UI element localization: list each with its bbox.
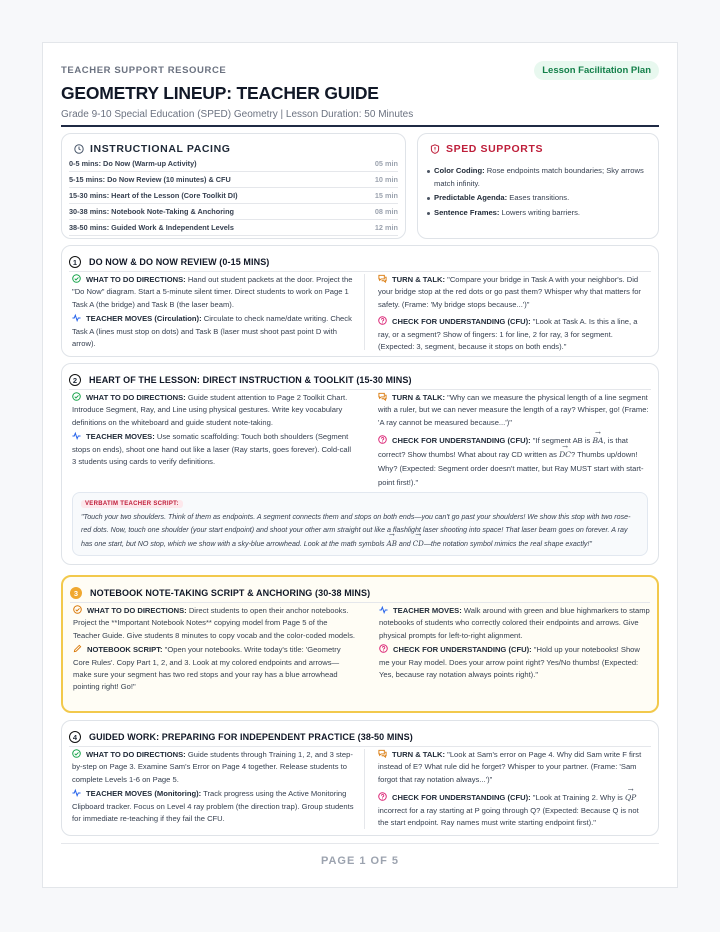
cfu-label: CHECK FOR UNDERSTANDING (CFU): <box>392 317 531 327</box>
moves-block <box>379 605 651 642</box>
turn-talk-label: TURN & TALK: <box>392 750 446 759</box>
notebook-script-block <box>73 644 355 694</box>
plan-badge: Lesson Facilitation Plan <box>534 61 659 80</box>
guide-page <box>42 42 678 888</box>
cfu-label: CHECK FOR UNDERSTANDING (CFU): <box>393 645 532 655</box>
pacing-row <box>69 221 398 236</box>
clock-icon <box>74 144 84 154</box>
script-part: and <box>396 540 413 548</box>
cfu-text: "Look at Task A. Is this a line, a ray, or a segment? Show of fingers: 1 for line, 2 for ray, 3 for segment. (Expected: 3, segment, because it stops on both ends)." <box>378 317 638 352</box>
supports-list <box>434 165 646 221</box>
cfu-block <box>379 644 651 681</box>
cfu-block <box>378 792 650 829</box>
section-title: HEART OF THE LESSON: DIRECT INSTRUCTION & TOOLKIT (15-30 MINS) <box>89 375 412 385</box>
moves-text: Walk around with green and blue highmarkers to stamp notebooks of students who correctly colored their endpoints and arrows. Give physical prompts for left-to-right alignment. <box>379 606 650 640</box>
section-number: 2 <box>69 374 81 386</box>
page-subtitle: Grade 9-10 Special Education (SPED) Geometry | Lesson Duration: 50 Minutes <box>61 109 414 120</box>
page-title: GEOMETRY LINEUP: TEACHER GUIDE <box>61 83 379 103</box>
right-column <box>378 274 650 355</box>
cfu-text: "Look at Training 2. Why is <box>530 793 625 803</box>
section-header <box>69 728 651 747</box>
ray-notation: → AB <box>387 537 397 550</box>
moves-label: TEACHER MOVES (Monitoring): <box>86 789 202 799</box>
footer-rule <box>61 843 659 844</box>
left-column <box>72 392 354 470</box>
verbatim-script-box <box>72 492 648 556</box>
pacing-heading-text: INSTRUCTIONAL PACING <box>90 143 231 155</box>
column-divider <box>364 749 365 829</box>
script-part: —the notation symbol mimics the real shape exactly!" <box>423 540 592 548</box>
moves-label: TEACHER MOVES: <box>393 606 462 615</box>
directions-block <box>72 274 354 311</box>
check-circle-icon <box>72 392 81 401</box>
section-number: 3 <box>70 587 82 599</box>
directions-label: WHAT TO DO DIRECTIONS: <box>86 393 186 402</box>
left-column <box>72 749 354 827</box>
pulse-icon <box>379 605 388 614</box>
question-circle-icon <box>378 316 387 325</box>
moves-block <box>72 431 354 468</box>
directions-text: Guide students through Training 1, 2, and 3 step-by-step on Page 3. Examine Sam's Error on Page 4 together. Release students to complete Levels 1-6 on Page 5. <box>72 750 353 784</box>
shield-icon <box>430 144 440 154</box>
ray-notation: → CD <box>413 537 424 550</box>
turn-talk-text: "Look at Sam's error on Page 4. Why did Sam write F first instead of E? What rule did he forget? Whisper to your partner. (Frame: 'Sam forgot that ray notation always...')" <box>378 750 642 784</box>
moves-text: Use somatic scaffolding: Touch both shoulders (Segment stops on ends), shoot one hand out like a laser (Ray starts, goes forever). Cold-call 3 students using cards to verify definitions. <box>72 432 351 467</box>
pacing-row <box>69 205 398 220</box>
support-text: Lowers writing barriers. <box>499 207 581 217</box>
resource-tag: TEACHER SUPPORT RESOURCE <box>61 65 227 76</box>
section-title: NOTEBOOK NOTE-TAKING SCRIPT & ANCHORING (30-38 MINS) <box>90 588 371 598</box>
ray-notation: → QP <box>625 792 636 804</box>
pacing-row-label: 5-15 mins: Do Now Review (10 minutes) & CFU <box>69 175 231 184</box>
question-circle-icon <box>378 792 387 801</box>
check-circle-icon <box>72 274 81 283</box>
pacing-row-duration: 08 min <box>374 207 398 216</box>
turn-talk-text: "Why can we measure the physical length of a line segment with a ruler, but we can never measure the length of a ray? Whisper, go! (Frame: 'A ray cannot be measured because...')" <box>378 393 649 427</box>
section-do-now <box>61 245 659 357</box>
support-label: Predictable Agenda: <box>434 193 508 202</box>
check-circle-icon <box>73 605 82 614</box>
chat-icon <box>378 274 387 283</box>
pacing-row-duration: 05 min <box>374 159 398 168</box>
directions-label: WHAT TO DO DIRECTIONS: <box>87 606 187 615</box>
question-circle-icon <box>378 435 387 444</box>
section-title: DO NOW & DO NOW REVIEW (0-15 MINS) <box>89 257 270 267</box>
check-circle-icon <box>72 749 81 758</box>
section-header <box>69 371 651 390</box>
directions-text: Hand out student packets at the door. Project the "Do Now" diagram. Start a 5-minute silent timer. Direct students to work on Page 1 Task A (the bridge) and Task B (the laser beam). <box>72 275 353 309</box>
cfu-block <box>378 316 650 353</box>
pacing-panel <box>61 133 406 239</box>
pacing-row-label: 15-30 mins: Heart of the Lesson (Core Toolkit DI) <box>69 191 238 200</box>
section-header <box>70 584 650 603</box>
turn-talk-block <box>378 749 650 786</box>
list-item <box>434 165 646 190</box>
header-rule <box>61 125 659 127</box>
pencil-icon <box>73 644 82 653</box>
pacing-row-duration: 15 min <box>374 191 398 200</box>
right-column <box>378 749 650 831</box>
pacing-row-label: 30-38 mins: Notebook Note-Taking & Anchoring <box>69 207 235 216</box>
cfu-block <box>378 434 650 490</box>
pacing-row-duration: 10 min <box>374 175 398 184</box>
turn-talk-label: TURN & TALK: <box>392 393 446 402</box>
moves-label: TEACHER MOVES: <box>86 432 155 442</box>
directions-label: WHAT TO DO DIRECTIONS: <box>86 275 186 284</box>
ray-notation: → DC <box>559 448 571 462</box>
sped-supports-panel <box>417 133 659 239</box>
turn-talk-block <box>378 392 650 429</box>
supports-heading <box>430 143 543 155</box>
right-column <box>378 392 650 492</box>
chat-icon <box>378 749 387 758</box>
turn-talk-block <box>378 274 650 311</box>
cfu-text: , is that correct? Show thumbs! What about ray CD written as <box>378 436 629 460</box>
section-title: GUIDED WORK: PREPARING FOR INDEPENDENT PRACTICE (38-50 MINS) <box>89 732 413 742</box>
support-label: Color Coding: <box>434 166 485 175</box>
ray-notation: → BA <box>592 434 603 448</box>
section-number: 4 <box>69 731 81 743</box>
script-tag: VERBATIM TEACHER SCRIPT: <box>81 500 183 508</box>
question-circle-icon <box>379 644 388 653</box>
section-guided-work <box>61 720 659 836</box>
header-top <box>61 65 659 79</box>
pacing-row <box>69 173 398 188</box>
cfu-label: CHECK FOR UNDERSTANDING (CFU): <box>392 436 531 446</box>
directions-label: WHAT TO DO DIRECTIONS: <box>86 750 186 759</box>
moves-block <box>72 313 354 350</box>
pacing-row <box>69 157 398 172</box>
directions-text: Direct students to open their anchor notebooks. Project the **Important Notebook Notes** copying model from Page 5 of the Teacher Guide. Give students 8 minutes to copy vocab and the color-coded models. <box>73 606 355 640</box>
support-text: Rose endpoints match boundaries; Sky arrows match infinity. <box>434 166 644 188</box>
script-part: "Touch your two shoulders. Think of them as endpoints. A segment connects them and stops on both ends—you can't go past your shoulders! We show this stop with two rose-red dots. Now, touch one shoulder (your start endpoint) and shoot your other arm straight out like a flashlight laser shooting into space! That laser beam goes on forever. A ray has one start, but NO stop, which we show with a sky-blue arrowhead. Look at the math symbols <box>81 513 631 548</box>
right-column <box>379 605 651 683</box>
cfu-text: "If segment AB is <box>530 436 593 446</box>
list-item <box>434 207 646 220</box>
pacing-row <box>69 189 398 204</box>
cfu-text: "Hold up your notebooks! Show me your Ray model. Does your arrow point right? Yes/No thumbs! (Expected: Yes, because ray notation always points right)." <box>379 645 640 680</box>
section-header <box>69 253 651 272</box>
column-divider <box>364 274 365 350</box>
cfu-label: CHECK FOR UNDERSTANDING (CFU): <box>392 793 531 803</box>
support-label: Sentence Frames: <box>434 207 500 217</box>
left-column <box>72 274 354 352</box>
chat-icon <box>378 392 387 401</box>
directions-block <box>72 749 354 786</box>
left-column <box>73 605 355 696</box>
list-item <box>434 192 646 205</box>
section-notebook <box>61 575 659 713</box>
moves-block <box>72 788 354 825</box>
cfu-text: ? Thumbs up/down! Why? (Expected: Segment order doesn't matter, but Ray MUST start with start-point first!)." <box>378 450 644 488</box>
moves-text: Circulate to check name/date writing. Check Task A (lines must stop on dots) and Task B (laser must shoot past point D with arrow). <box>72 314 352 349</box>
directions-block <box>72 392 354 429</box>
pacing-heading <box>74 143 231 155</box>
cfu-text: incorrect for a ray starting at P going through Q? (Expected: Because Q is not the start endpoint. Ray names must write starting endpoint first)." <box>378 805 639 828</box>
moves-label: TEACHER MOVES (Circulation): <box>86 314 202 324</box>
turn-talk-label: TURN & TALK: <box>392 275 446 284</box>
pulse-icon <box>72 313 81 322</box>
moves-text: Track progress using the Active Monitoring Clipboard tracker. Focus on Level 4 ray problem (the direction trap). Group students for immediate re-teaching if they fail the CFU. <box>72 789 354 824</box>
section-heart-of-lesson <box>61 363 659 565</box>
section-number: 1 <box>69 256 81 268</box>
pulse-icon <box>72 788 81 797</box>
directions-block <box>73 605 355 642</box>
turn-talk-text: "Compare your bridge in Task A with your neighbor's. Did your bridge stop at the red dots or go past them? Whisper why that matters for safety. (Frame: 'My bridge stops because...')" <box>378 275 641 309</box>
pacing-row-duration: 12 min <box>374 223 398 232</box>
pulse-icon <box>72 431 81 440</box>
notebook-script-text: "Open your notebooks. Write today's title: 'Geometry Core Rules'. Copy Part 1, 2, and 3. Look at my colored endpoints and arrows—make sure your segment has two red stops and your ray has a blue arrowhead pointing right! Go!" <box>73 645 341 692</box>
notebook-script-label: NOTEBOOK SCRIPT: <box>87 645 163 655</box>
page-number: PAGE 1 OF 5 <box>320 855 400 867</box>
directions-text: Guide student attention to Page 2 Toolkit Chart. Introduce Segment, Ray, and Line using physical gestures. Write key vocabulary definitions on the whiteboard and guide student note-taking. <box>72 393 348 427</box>
script-text <box>81 511 637 551</box>
supports-heading-text: SPED SUPPORTS <box>446 143 544 155</box>
support-text: Eases transitions. <box>507 193 570 202</box>
pacing-row-label: 0-5 mins: Do Now (Warm-up Activity) <box>69 159 197 168</box>
pacing-row-label: 38-50 mins: Guided Work & Independent Levels <box>69 223 234 232</box>
